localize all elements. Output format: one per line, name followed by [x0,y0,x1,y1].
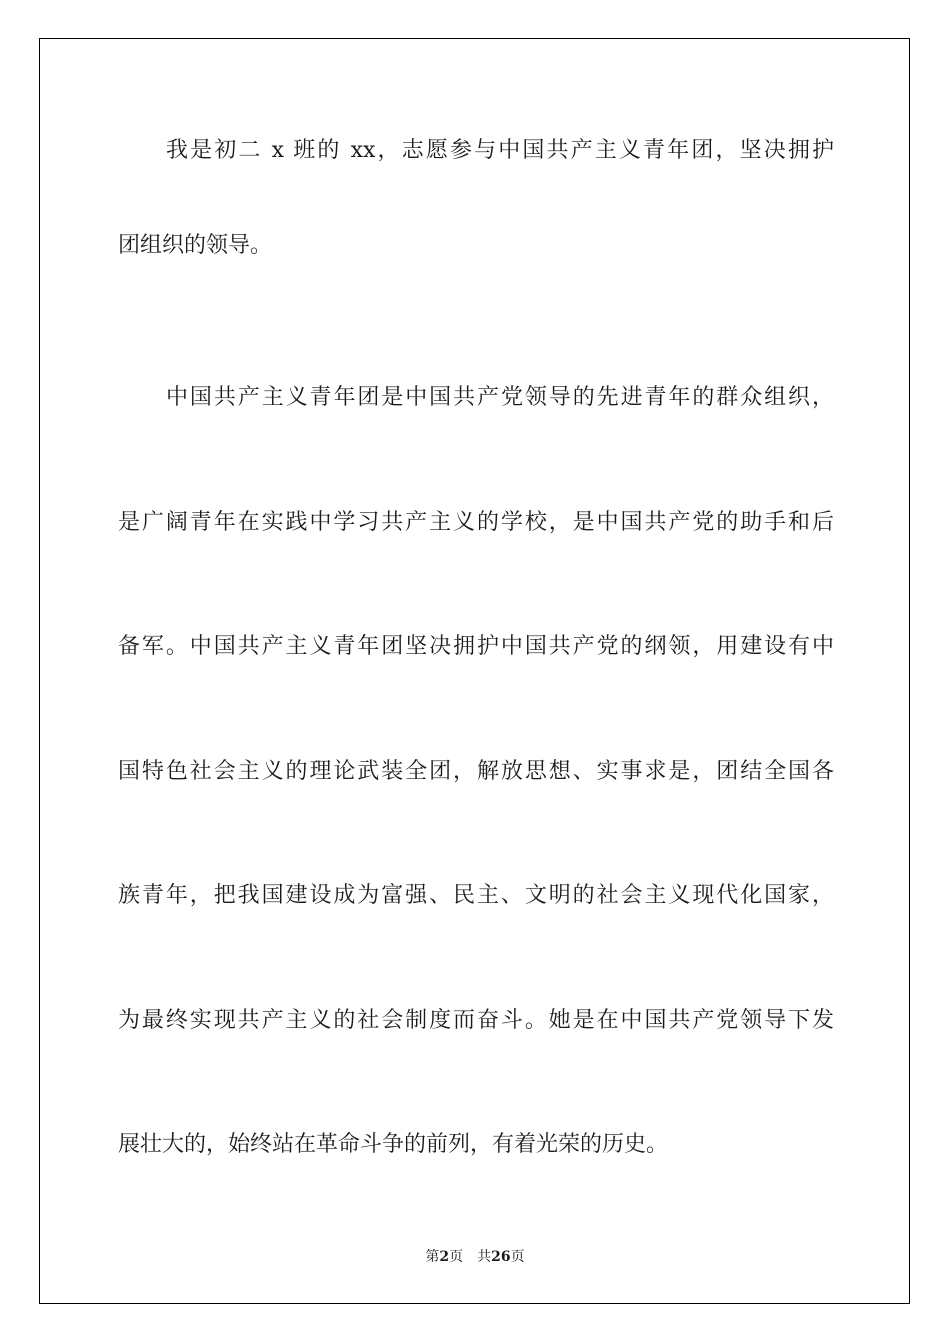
total-pages: 26 [491,1249,511,1265]
page-border [39,38,910,1304]
total-suffix: 页 [510,1249,525,1265]
paragraph-2-line-3: 备军。中国共产主义青年团坚决拥护中国共产党的纲领，用建设有中 [118,634,834,659]
paragraph-1-line-2: 团组织的领导。 [118,233,273,258]
paragraph-2-line-5: 族青年，把我国建设成为富强、民主、文明的社会主义现代化国家， [118,883,834,908]
paragraph-2-line-7: 展壮大的，始终站在革命斗争的前列，有着光荣的历史。 [118,1132,669,1157]
paragraph-2-line-2: 是广阔青年在实践中学习共产主义的学校，是中国共产党的助手和后 [118,510,834,535]
paragraph-1-line-1: 我是初二 x 班的 xx，志愿参与中国共产主义青年团，坚决拥护 [166,138,834,163]
page-suffix: 页 [449,1249,464,1265]
paragraph-2-line-4: 国特色社会主义的理论武装全团，解放思想、实事求是，团结全国各 [118,759,834,784]
total-prefix: 共 [477,1249,492,1265]
page-prefix: 第 [425,1249,440,1265]
page-footer [0,1248,950,1266]
page-number: 2 [439,1249,450,1265]
paragraph-2-line-1: 中国共产主义青年团是中国共产党领导的先进青年的群众组织， [166,385,834,410]
paragraph-2-line-6: 为最终实现共产主义的社会制度而奋斗。她是在中国共产党领导下发 [118,1008,834,1033]
